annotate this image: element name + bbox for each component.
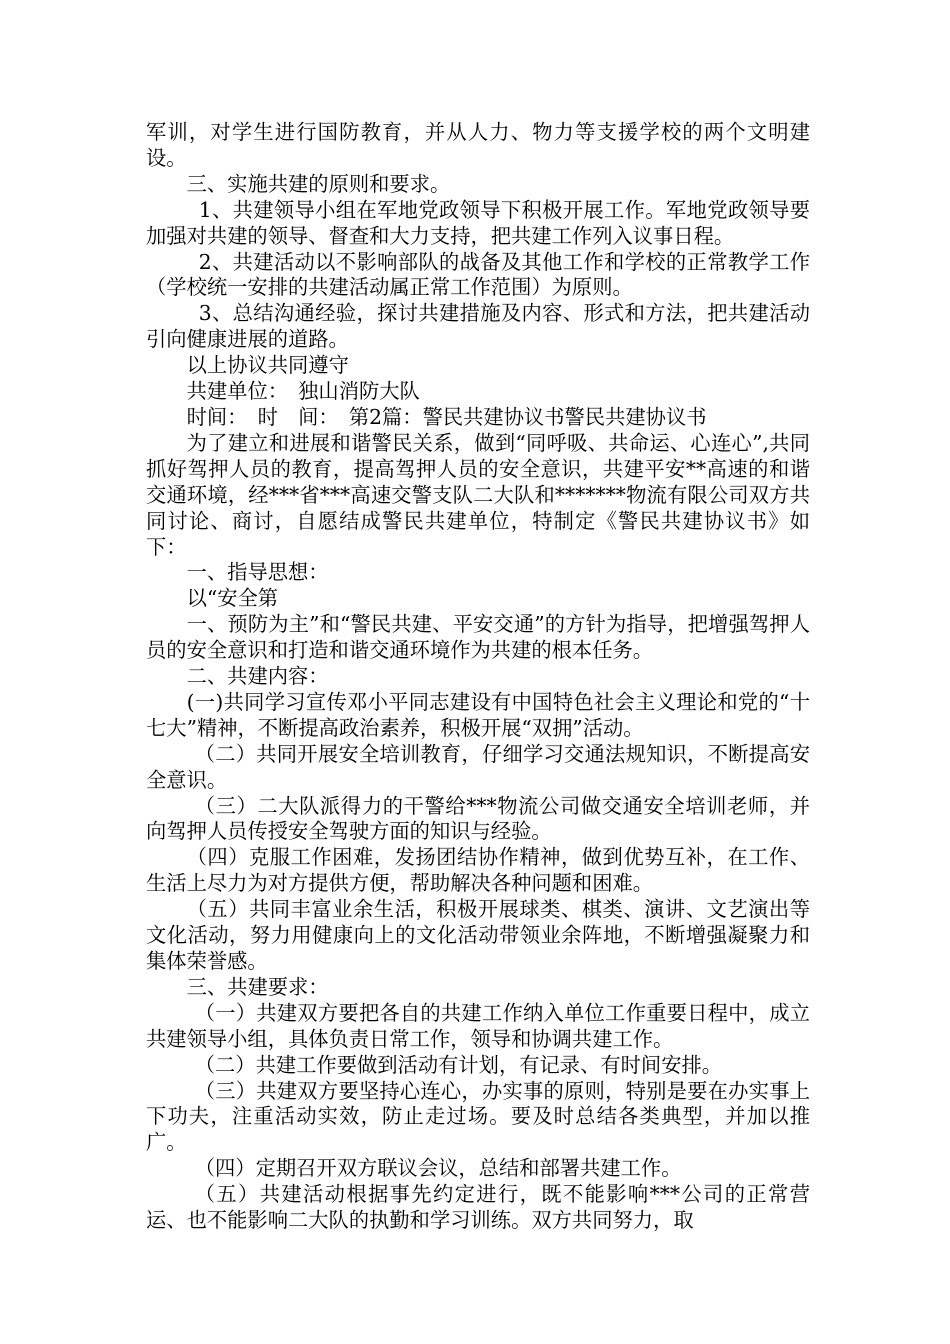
paragraph-prevention: 一、预防为主”和“警民共建、平安交通”的方针为指导，把增强驾押人员的安全意识和打造和谐交通环境作为共建的根本任务。 [146, 612, 810, 663]
heading-guiding-thought: 一、指导思想： [186, 560, 329, 585]
heading-requirements: 三、共建要求： [186, 974, 329, 999]
paragraph-requirement-2: （二）共建工作要做到活动有计划，有记录、有时间安排。 [194, 1052, 723, 1077]
paragraph-principle-2: 2、共建活动以不影响部队的战备及其他工作和学校的正常教学工作（学校统一安排的共建活动属正常工作范围）为原则。 [146, 249, 810, 300]
paragraph-safety-first: 以“安全第 [186, 586, 279, 611]
paragraph-content-1: (一)共同学习宣传邓小平同志建设有中国特色社会主义理论和党的“十七大”精神，不断提高政治素养，积极开展“双拥”活动。 [146, 689, 810, 740]
paragraph-principle-3: 3、总结沟通经验，探讨共建措施及内容、形式和方法，把共建活动引向健康进展的道路。 [146, 301, 810, 352]
paragraph-intro: 为了建立和进展和谐警民关系，做到“同呼吸、共命运、心连心”,共同抓好驾押人员的教育，提高驾押人员的安全意识，共建平安**高速的和谐交通环境，经***省***高速交警支队二大队和*******物流有限公司双方共同讨论、商讨，自愿结成警民共建单位，特制定《警民共建协议书》如下： [146, 430, 810, 559]
paragraph-content-3: （三）二大队派得力的干警给***物流公司做交通安全培训老师，并向驾押人员传授安全驾驶方面的知识与经验。 [146, 793, 810, 844]
paragraph-content-4: （四）克服工作困难，发扬团结协作精神，做到优势互补，在工作、生活上尽力为对方提供方便，帮助解决各种问题和困难。 [146, 845, 810, 896]
paragraph-agreement-note: 以上协议共同遵守 [186, 353, 349, 378]
paragraph-content-2: （二）共同开展安全培训教育，仔细学习交通法规知识，不断提高安全意识。 [146, 741, 810, 792]
paragraph-military-training: 军训，对学生进行国防教育，并从人力、物力等支援学校的两个文明建设。 [146, 120, 810, 170]
document-page [146, 120, 810, 1234]
paragraph-unit: 共建单位： 独山消防大队 [186, 379, 420, 404]
heading-principles: 三、实施共建的原则和要求。 [186, 171, 451, 196]
paragraph-requirement-5: （五）共建活动根据事先约定进行，既不能影响***公司的正常营运、也不能影响二大队的执勤和学习训练。双方共同努力，取 [146, 1182, 810, 1233]
paragraph-requirement-4: （四）定期召开双方联议会议，总结和部署共建工作。 [194, 1156, 682, 1181]
heading-content: 二、共建内容： [186, 664, 329, 689]
paragraph-content-5: （五）共同丰富业余生活，积极开展球类、棋类、演讲、文艺演出等文化活动，努力用健康向上的文化活动带领业余阵地，不断增强凝聚力和集体荣誉感。 [146, 897, 810, 973]
paragraph-requirement-3: （三）共建双方要坚持心连心，办实事的原则，特别是要在办实事上下功夫，注重活动实效，防止走过场。要及时总结各类典型，并加以推广。 [146, 1078, 810, 1155]
paragraph-requirement-1: （一）共建双方要把各自的共建工作纳入单位工作重要日程中，成立共建领导小组，具体负责日常工作，领导和协调共建工作。 [146, 1000, 810, 1051]
paragraph-time-title: 时间： 时 间： 第2篇：警民共建协议书警民共建协议书 [186, 404, 707, 429]
paragraph-principle-1: 1、共建领导小组在军地党政领导下积极开展工作。军地党政领导要加强对共建的领导、督查和大力支持，把共建工作列入议事日程。 [146, 197, 810, 248]
